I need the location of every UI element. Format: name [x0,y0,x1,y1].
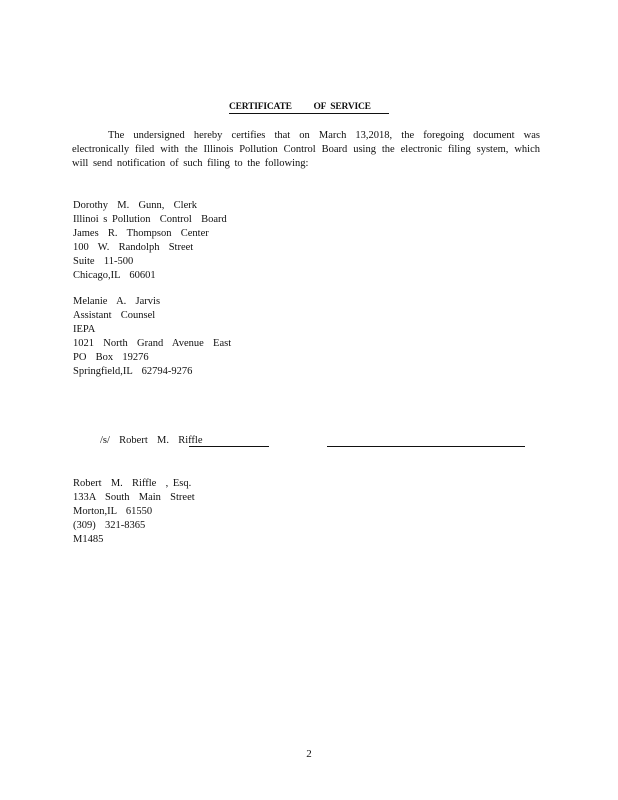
address-line: Suite 11-500 [73,256,134,267]
address-line: Robert M. Riffle , Esq. [73,478,192,489]
page-number: 2 [306,748,312,760]
address-line: 1021 North Grand Avenue East [73,338,232,349]
address-line: Assistant Counsel [73,310,156,321]
address-line: Illinoi s Pollution Control Board [73,214,227,225]
certificate-title: CERTIFICATE OF SERVICE [229,102,389,114]
address-line: 100 W. Randolph Street [73,242,194,253]
address-line: James R. Thompson Center [73,228,209,239]
address-line: Dorothy M. Gunn, Clerk [73,200,197,211]
signature-underline [189,446,269,447]
certification-paragraph: The undersigned hereby certifies that on March 13,2018, the foregoing document was electronically filed with the Illinois Pollution Control Board using the electronic filing system, which will send notification of such filing to the following: [72,130,540,169]
address-line: M1485 [73,534,104,545]
address-line: 133A South Main Street [73,492,195,503]
address-line: IEPA [73,324,96,335]
address-line: (309) 321-8365 [73,520,146,531]
address-line: Morton,IL 61550 [73,506,153,517]
sender-address [73,477,195,547]
address-line: Springfield,IL 62794-9276 [73,366,193,377]
address-line: Melanie A. Jarvis [73,296,161,307]
signature-line [327,446,525,447]
recipient-address-clerk [73,199,227,283]
signature-text: /s/ Robert M. Riffle [100,435,203,446]
recipient-address-iepa [73,295,231,379]
address-line: PO Box 19276 [73,352,149,363]
address-line: Chicago,IL 60601 [73,270,156,281]
